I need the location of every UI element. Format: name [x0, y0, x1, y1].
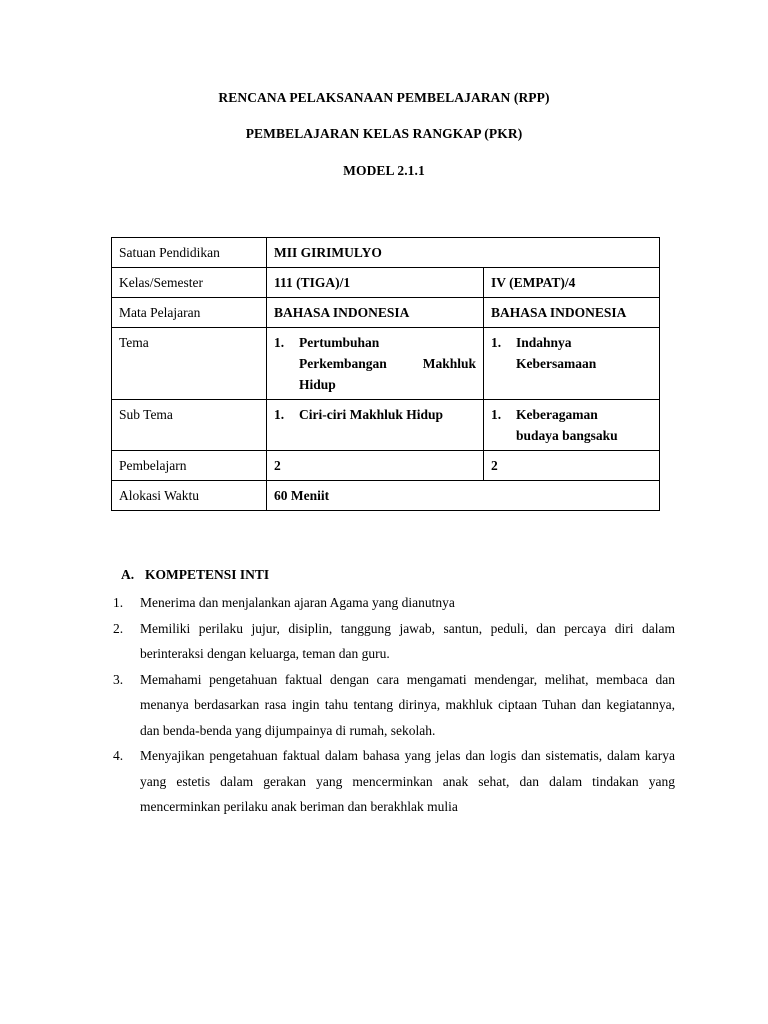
mapel-label: Mata Pelajaran	[112, 298, 267, 328]
tema-label: Tema	[112, 328, 267, 400]
document-subtitle: PEMBELAJARAN KELAS RANGKAP (PKR)	[245, 126, 523, 141]
item-text: Memahami pengetahuan faktual dengan cara mengamati mendengar, melihat, membaca dan menanya berdasarkan rasa ingin tahu tentang dirinya, makhluk ciptaan Tuhan dan kegiatannya, dan benda-benda yang dijumpainya di rumah, sekolah.	[140, 671, 675, 738]
subtema-label: Sub Tema	[112, 400, 267, 451]
mapel-a: BAHASA INDONESIA	[267, 298, 484, 328]
item-number: 2.	[113, 620, 124, 636]
row-subtema	[112, 400, 660, 451]
row-satuan	[112, 238, 660, 268]
kelas-b: IV (EMPAT)/4	[484, 268, 660, 298]
tema-b-line2: Kebersamaan	[516, 356, 597, 371]
satuan-label: Satuan Pendidikan	[112, 238, 267, 268]
list-item	[113, 667, 675, 744]
model-label: MODEL 2.1.1	[343, 163, 425, 178]
tema-a-line1: Pertumbuhan	[299, 335, 380, 350]
tema-a-line2: Perkembangan Makhluk	[299, 356, 476, 371]
alokasi-value: 60 Meniit	[267, 481, 660, 511]
subtema-a	[267, 400, 484, 451]
satuan-value: MII GIRIMULYO	[267, 238, 660, 268]
subtema-b-line2: budaya bangsaku	[516, 428, 618, 443]
kelas-a: 111 (TIGA)/1	[267, 268, 484, 298]
tema-b-number: 1.	[491, 335, 502, 350]
row-kelas	[112, 268, 660, 298]
kelas-label: Kelas/Semester	[112, 268, 267, 298]
tema-a-line3: Hidup	[299, 377, 336, 392]
row-mapel	[112, 298, 660, 328]
section-letter: A.	[121, 567, 135, 582]
item-text: Menerima dan menjalankan ajaran Agama yang dianutnya	[140, 595, 455, 610]
tema-b	[484, 328, 660, 400]
section-heading	[121, 567, 269, 583]
tema-a-number: 1.	[274, 335, 285, 350]
pembelajaran-a: 2	[267, 451, 484, 481]
subtema-a-number: 1.	[274, 407, 285, 422]
list-item	[113, 743, 675, 820]
tema-a	[267, 328, 484, 400]
subtema-a-text: Ciri-ciri Makhluk Hidup	[299, 407, 444, 422]
row-alokasi	[112, 481, 660, 511]
pembelajaran-label: Pembelajarn	[112, 451, 267, 481]
pembelajaran-b: 2	[484, 451, 660, 481]
item-number: 4.	[113, 748, 124, 763]
row-pembelajaran	[112, 451, 660, 481]
document-title: RENCANA PELAKSANAAN PEMBELAJARAN (RPP)	[218, 90, 550, 105]
row-tema	[112, 328, 660, 400]
kompetensi-list	[113, 590, 675, 820]
section-title: KOMPETENSI INTI	[145, 567, 270, 582]
item-number: 1.	[113, 595, 124, 610]
item-number: 3.	[113, 671, 124, 687]
list-item	[113, 616, 675, 667]
list-item	[113, 590, 675, 616]
subtema-b	[484, 400, 660, 451]
alokasi-label: Alokasi Waktu	[112, 481, 267, 511]
item-text: Memiliki perilaku jujur, disiplin, tanggung jawab, santun, peduli, dan percaya diri dalam berinteraksi dengan keluarga, teman dan guru.	[140, 620, 675, 661]
subtema-b-line1: Keberagaman	[516, 407, 598, 422]
subtema-b-number: 1.	[491, 407, 502, 422]
identity-table	[111, 237, 660, 511]
item-text: Menyajikan pengetahuan faktual dalam bahasa yang jelas dan logis dan sistematis, dalam karya yang estetis dalam gerakan yang mencerminkan anak sehat, dan dalam tindakan yang mencerminkan perilaku anak beriman dan berakhlak mulia	[140, 748, 675, 814]
mapel-b: BAHASA INDONESIA	[484, 298, 660, 328]
tema-b-line1: Indahnya	[516, 335, 572, 350]
